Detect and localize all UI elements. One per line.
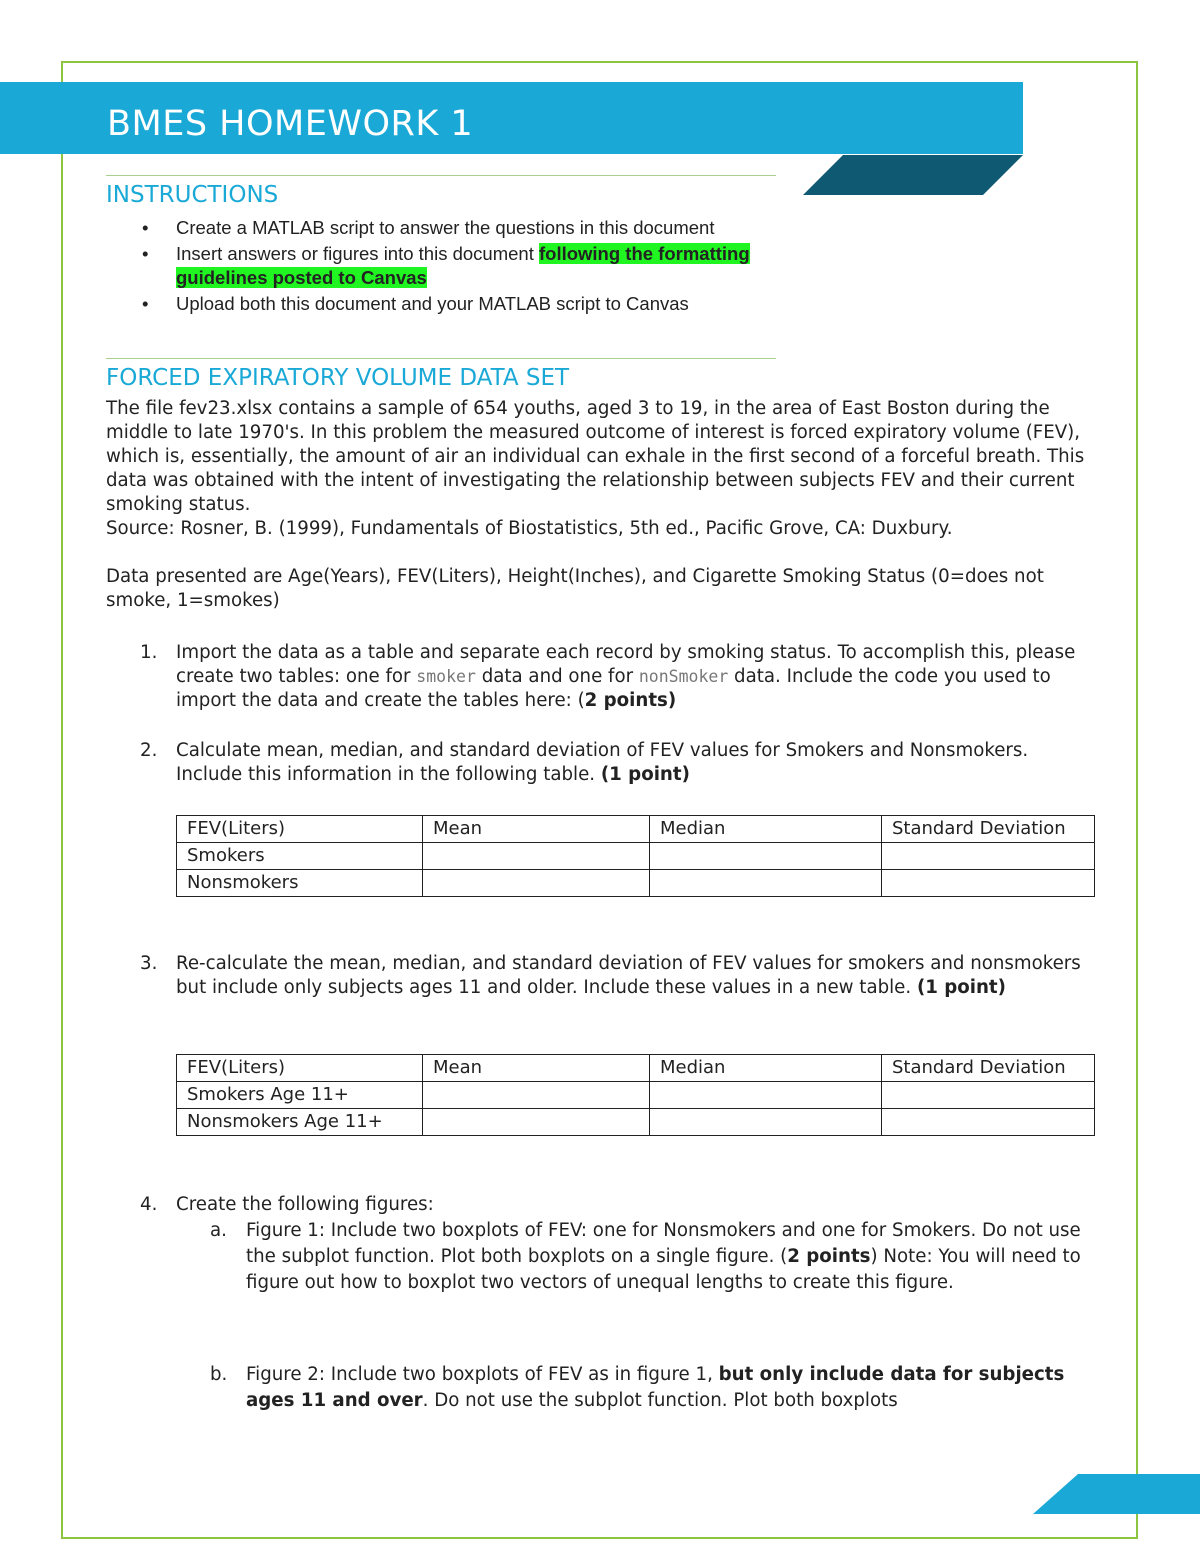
instructions-list [106, 216, 786, 317]
question-1: 1. Import the data as a table and separate each record by smoking status. To accomplish this, please create two tables: one for smoker data and one for nonSmoker data. Include the code you used to import the data and create the tables here: (2 points) [140, 642, 1076, 711]
footer-accent-shape [1033, 1474, 1200, 1514]
table-row [177, 843, 1095, 870]
table-cell[interactable] [650, 1109, 882, 1136]
bullet-icon: • [142, 217, 149, 238]
table-cell[interactable] [423, 1082, 650, 1109]
question-2: 2. Calculate mean, median, and standard deviation of FEV values for Smokers and Nonsmokers. Include this information in the following table. (1 point) [140, 740, 1029, 785]
table-header-cell: Standard Deviation [882, 1055, 1095, 1082]
table-cell[interactable] [650, 870, 882, 897]
table-cell[interactable] [882, 1082, 1095, 1109]
table-cell: Nonsmokers [177, 870, 423, 897]
table-cell[interactable] [882, 1109, 1095, 1136]
table-cell[interactable] [423, 1109, 650, 1136]
banner-accent-shape [803, 155, 1023, 195]
table-cell[interactable] [882, 870, 1095, 897]
table-header-cell: Median [650, 816, 882, 843]
document-title: BMES HOMEWORK 1 [107, 104, 474, 144]
bullet-icon: • [142, 292, 149, 314]
table-row [177, 870, 1095, 897]
section-divider [106, 175, 776, 176]
table-cell[interactable] [882, 843, 1095, 870]
code-smoker: smoker [416, 667, 476, 686]
table-header-cell: Standard Deviation [882, 816, 1095, 843]
list-item: • Insert answers or figures into this document following the formatting guidelines posted to Canvas [142, 242, 750, 288]
list-item: • Create a MATLAB script to answer the questions in this document [106, 216, 786, 241]
section-divider [106, 358, 776, 359]
list-item: • Upload both this document and your MATLAB script to Canvas [106, 292, 786, 317]
code-nonsmoker: nonSmoker [638, 667, 729, 686]
table-row [177, 1109, 1095, 1136]
question-4: 4. Create the following figures: [140, 1194, 434, 1215]
table-header-row [177, 1055, 1095, 1082]
table-row [177, 1082, 1095, 1109]
table-cell[interactable] [650, 843, 882, 870]
dataset-description: The file fev23.xlsx contains a sample of 654 youths, aged 3 to 19, in the area of East Boston during the middle to late 1970's. In this problem the measured outcome of interest is forced expiratory volume (FEV), which is, essentially, the amount of air an individual can exhale in the first second of a forceful breath. This data was obtained with the intent of investigating the relationship between subjects FEV and their current smoking status. Source: Rosner, B. (1999), Fundamentals of Biostatistics, 5th ed., Pacific Grove, CA: Duxbury. [106, 397, 1106, 541]
dataset-heading: FORCED EXPIRATORY VOLUME DATA SET [106, 365, 570, 391]
instructions-heading: INSTRUCTIONS [106, 182, 279, 208]
table-cell: Smokers Age 11+ [177, 1082, 423, 1109]
table-cell: Nonsmokers Age 11+ [177, 1109, 423, 1136]
table-header-cell: FEV(Liters) [177, 1055, 423, 1082]
table-header-cell: Mean [423, 816, 650, 843]
dataset-variables: Data presented are Age(Years), FEV(Liters), Height(Inches), and Cigarette Smoking Status (0=does not smoke, 1=smokes) [106, 566, 1044, 611]
dataset-source: Source: Rosner, B. (1999), Fundamentals of Biostatistics, 5th ed., Pacific Grove, CA: Duxbury. [106, 518, 953, 539]
highlighted-text: following the formatting guidelines posted to Canvas [176, 242, 750, 288]
fev-table-age-11-plus [176, 1054, 1095, 1136]
question-4a: a. Figure 1: Include two boxplots of FEV: one for Nonsmokers and one for Smokers. Do not use the subplot function. Plot both boxplots on a single figure. (2 points) Note: You will need to figure out how to boxplot two vectors of unequal lengths to create this figure. [210, 1220, 1081, 1293]
table-header-cell: FEV(Liters) [177, 816, 423, 843]
fev-table-all [176, 815, 1095, 897]
note-text: Note: You will need to figure out how to boxplot two vectors of unequal lengths to create this figure. [246, 1246, 1081, 1293]
table-cell[interactable] [650, 1082, 882, 1109]
table-header-cell: Median [650, 1055, 882, 1082]
table-cell[interactable] [423, 870, 650, 897]
question-4b: b. Figure 2: Include two boxplots of FEV as in figure 1, but only include data for subjects ages 11 and over. Do not use the subplot function. Plot both boxplots [210, 1364, 1065, 1411]
table-cell[interactable] [423, 843, 650, 870]
bullet-icon: • [142, 242, 149, 264]
table-header-row [177, 816, 1095, 843]
question-3: 3. Re-calculate the mean, median, and standard deviation of FEV values for smokers and nonsmokers but include only subjects ages 11 and older. Include these values in a new table. (1 point) [140, 953, 1081, 998]
table-header-cell: Mean [423, 1055, 650, 1082]
table-cell: Smokers [177, 843, 423, 870]
